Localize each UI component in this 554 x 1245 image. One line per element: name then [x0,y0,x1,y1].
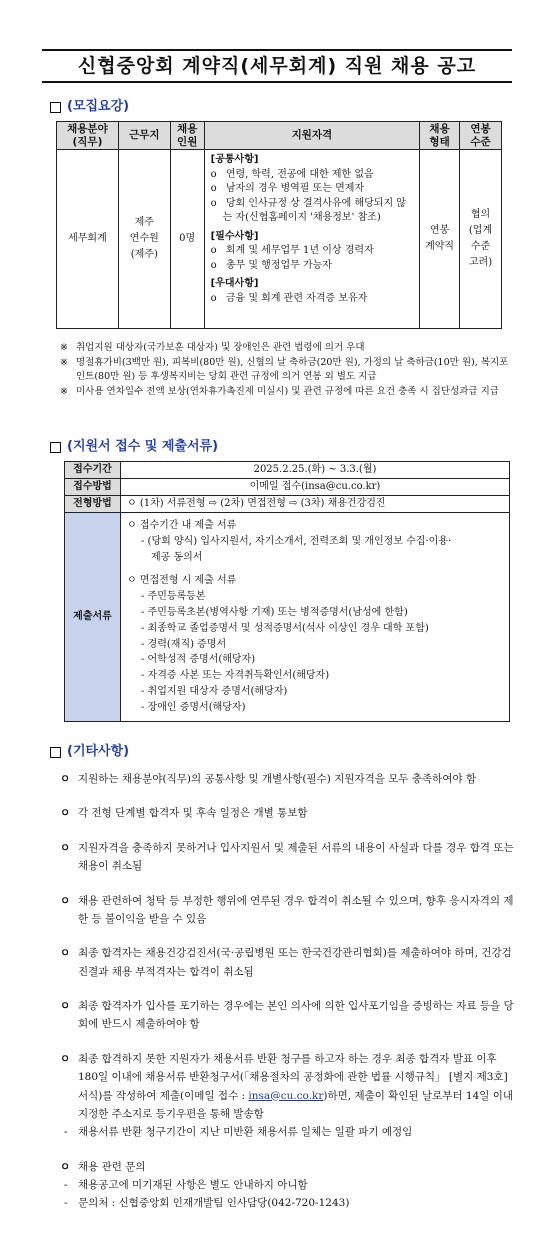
qual-item: o 금융 및 회계 관련 자격증 보유자 [210,292,368,304]
cell-qualification [204,150,419,329]
qual-item: o 당회 인사규정 상 결격사유에 해당되지 않는 자(신협홈페이지 '채용정보' 참조) [210,197,406,223]
etc-item: ㅇ 지원하는 채용분야(직무)의 공통사항 및 개별사항(필수) 지원자격을 모두 충족하여야 함 [60,773,477,785]
cell-type: 연봉 계약직 [420,150,460,329]
docs-list-item: - 주민등록등본 [141,591,206,603]
etc-return-dash: - 채용서류 반환 청구기간이 지난 미반환 채용서류 일체는 일괄 파기 예정임 [64,1126,413,1139]
notes-list [60,341,512,400]
docs-list-item: - 어학성적 증명서(해당자) [141,654,256,666]
section-recruit-label: (모집요강) [67,99,130,114]
section-apply-label: (지원서 접수 및 제출서류) [67,439,219,454]
docs-list-item: - 취업지원 대상자 증명서(해당자) [141,685,288,697]
qual-group-heading: [우대사항] [210,278,259,289]
etc-item-contact: ㅇ 채용 관련 문의 [60,1160,146,1173]
cell-field: 세무회계 [57,150,119,329]
docs-sub-1: - (당회 양식) 입사지원서, 자기소개서, 전력조회 및 개인정보 수집·이용· [141,535,452,547]
docs-list-item: - 최종학교 졸업증명서 및 성적증명서(석사 이상인 경우 대학 포함) [141,622,429,634]
docs-sub-1b: 제공 동의서 [151,551,203,563]
etc-item: ㅇ 채용 관련하여 청탁 등 부정한 행위에 연루된 경우 합격이 취소될 수 있으며, 향후 응시자격의 제한 등 불이익을 받을 수 있음 [60,894,514,925]
recruit-table [56,121,502,329]
section-apply-heading [50,438,218,457]
etc-item: ㅇ 각 전형 단계별 합격자 및 후속 일정은 개별 통보함 [60,807,308,820]
period-value: 2025.2.25.(화) ~ 3.3.(월) [121,462,510,479]
docs-list [127,589,503,715]
etc-item-return: ㅇ 최종 합격하지 못한 지원자가 채용서류 반환 청구를 하고자 하는 경우 최종 합격자 발표 이후 180일 이내에 채용서류 반환청구서(「채용절차의 공정화에 관한 법률 시행규칙」 [별지 제3호] 서식)를 작성하여 제출(이메일 접수 : insa@cu.co.kr)하면, 제출이 확인된 날로부터 14일 이내 지정한 주소지로 등기우편을 통해 발송함 [60,1052,514,1120]
docs-list-item: - 장애인 증명서(해당자) [141,701,246,713]
section-etc-heading [50,743,129,762]
qual-item: o 회계 및 세무업무 1년 이상 경력자 [210,245,374,256]
etc-item: ㅇ 최종 합격자가 입사를 포기하는 경우에는 본인 의사에 의한 입사포기임을 증빙하는 자료 등을 당회에 반드시 제출하여야 함 [60,1000,514,1031]
header-count: 채용 인원 [170,122,204,150]
docs-list-item: - 주민등록초본(병역사항 기재) 또는 병적증명서(남성에 한함) [141,606,408,618]
checkbox-square-icon [50,747,61,758]
qual-item: o 연령, 학력, 전공에 대한 제한 없음 [210,168,374,180]
qual-item: o 총무 및 행정업무 가능자 [210,259,332,271]
docs-heading-1: ㅇ 접수기간 내 제출 서류 [127,520,237,531]
recruit-table-row [57,150,502,329]
etc-item: ㅇ 최종 합격자는 채용건강검진서(국·공립병원 또는 한국건강관리협회)를 제출하여야 하며, 건강검진결과 채용 부적격자는 합격이 취소됨 [60,947,512,978]
cell-salary: 협의 (업계 수준 고려) [460,150,502,329]
section-recruit-heading [50,98,129,117]
docs-heading-2: ㅇ 면접전형 시 제출 서류 [127,575,237,587]
process-row [65,496,510,513]
apply-table [64,461,510,722]
period-label: 접수기간 [65,462,121,479]
qual-group-heading: [필수사항] [210,230,259,242]
etc-contact-dash-1: - 채용공고에 미기재된 사항은 별도 안내하지 아니함 [64,1179,308,1191]
cell-location: 제주 연수원 (제주) [118,150,170,329]
note-item: ※ 명절휴가비(3백만 원), 피복비(80만 원), 신협의 날 축하금(20만 원), 가정의 날 축하금(10만 원), 복지포인트(80만 원) 등 후생복지비는 당회 관련 규정에 의거 연봉 외 별도 지급 [60,356,509,383]
docs-value [121,513,510,722]
method-value: 이메일 접수(insa@cu.co.kr) [121,479,510,496]
docs-list-item: - 자격증 사본 또는 자격취득확인서(해당자) [141,670,330,682]
recruit-table-header [57,122,502,150]
docs-list-item: - 경력(재직) 증명서 [141,638,227,650]
process-label: 전형방법 [65,496,121,513]
checkbox-square-icon [50,102,61,113]
title-box [42,49,512,83]
page-title: 신협중앙회 계약직(세무회계) 직원 채용 공고 [77,55,477,77]
process-value: ㅇ (1차) 서류전형 ⇨ (2차) 면접전형 ⇨ (3차) 채용건강검진 [121,496,510,513]
qual-item: o 남자의 경우 병역필 또는 면제자 [210,183,365,194]
header-location: 근무지 [118,122,170,150]
qual-group-heading: [공통사항] [210,154,259,165]
docs-label: 제출서류 [65,513,121,722]
etc-contact-dash-2: - 문의처 : 신협중앙회 인재개발팀 인사담당(042-720-1243) [64,1197,350,1210]
etc-item: ㅇ 지원자격을 충족하지 못하거나 입사지원서 및 제출된 서류의 내용이 사실과 다를 경우 합격 또는 채용이 취소됨 [60,841,514,873]
note-item: ※ 미사용 연차일수 전액 보상(연차휴가촉진제 미실시) 및 관련 규정에 따른 요건 충족 시 집단성과급 지급 [60,386,499,398]
note-item: ※ 취업지원 대상자(국가보훈 대상자) 및 장애인은 관련 법령에 의거 우대 [60,342,365,353]
period-row [65,462,510,479]
checkbox-square-icon [50,442,61,453]
header-qualification: 지원자격 [204,122,419,150]
header-field: 채용분야 (직무) [57,122,119,150]
etc-list [60,770,520,1213]
cell-count: 0명 [170,150,204,329]
method-row [65,479,510,496]
header-type: 채용 형태 [420,122,460,150]
docs-row [65,513,510,722]
method-label: 접수방법 [65,479,121,496]
email-link[interactable]: insa@cu.co.kr [248,1089,324,1102]
header-salary: 연봉 수준 [460,122,502,150]
section-etc-label: (기타사항) [67,744,130,759]
